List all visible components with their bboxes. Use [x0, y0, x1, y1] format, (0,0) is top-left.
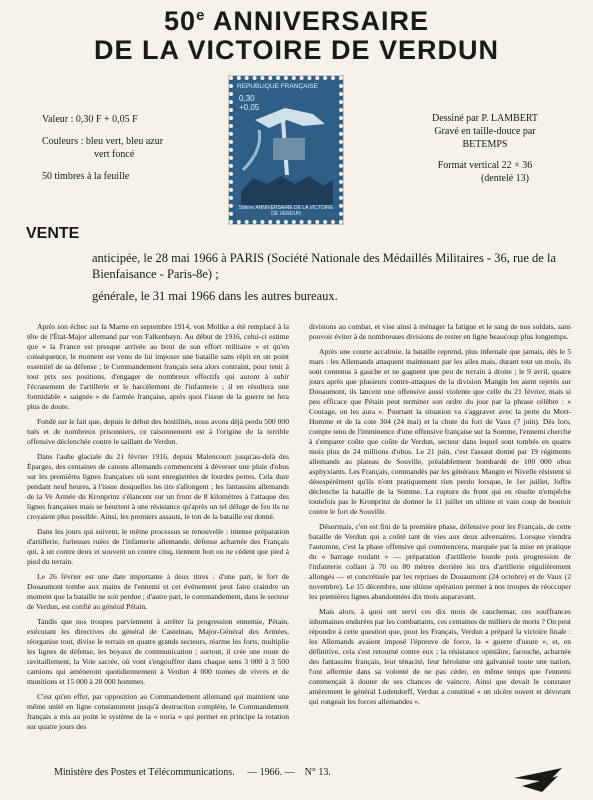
sale-heading: VENTE [26, 225, 80, 242]
stamp-illustration [233, 80, 339, 220]
paragraph: Le 26 février est une date importante à deux titres : d'une part, le fort de Douaumont tombe aux mains de l'ennemi et cet événement peut faire craindre un moment que la bataille ne soit perdue ; d'autre part, le commandement, dans le secteur de Verdun, est confié au général Pétain. [27, 572, 289, 611]
designer-text: Dessiné par P. LAMBERT [431, 113, 539, 124]
stamp-image [229, 76, 343, 224]
sale-early: anticipée, le 28 mai 1966 à PARIS (Société Nationale des Médaillés Militaires - 36, rue de la Bienfaisance - Paris-8e) ; [92, 251, 557, 281]
paragraph: divisions au combat, et vise ainsi à ménager la fatigue et le sang de nos soldats, sans pouvoir éviter à de nombreuses divisions de rester en ligne beaucoup plus longtemps. [309, 322, 571, 341]
paragraph: Mais alors, à quoi ont servi ces dix mois de cauchemar, ces souffrances inhumaines endurées par les combattants, ces centaines de milliers de morts ? On peut répondre à cette question que, pour les Français, Verdun a préparé la victoire finale : les Allemands avaient imposé l'épreuve de force, la « guerre d'usure », et, en définitive, cela s'est retourné contre eux ; la résistance opiniâtre, farouche, acharnée des fantassins français, leur ténacité, leur héroïsme ont galvanisé toute une nation, l'ont affermie dans sa volonté de ne pas céder, en même temps que l'ennemi commençait à douter de ses chances de vaincre. Ainsi que devait le constater amèrement le général Ludendorff, Verdun a constitué « un ulcère ouvert et dévorant qui rongeait les forces allemandes ». [309, 607, 571, 706]
paragraph: Après une courte accalmie, la bataille reprend, plus infernale que jamais, dès le 5 mars : les Allemands attaquent maintenant par les ailes mais, durant tout un mois, ils sont contenus à gauche et ne gagnent que peu de terrain à droite ; le 9 avril, quatre jours après que plusieurs contre-attaques de la division Mangin les aient rejetés sur Douaumont, ils lancent une offensive aussi violente que celle du 21 février, mais si peu efficace que Pétain peut terminer son ordre du jour par la phrase célèbre : « Courage, on les aura ». Pourtant la situation va s'aggraver avec la perte du Mort-Homme et de la cote 304 (24 mai) et la chute du fort de Vaux (7 juin). Dès lors, compte tenu de l'imminence d'une offensive française sur la Somme, l'ennemi cherche à s'emparer coûte que coûte de Verdun, secteur dans lequel sont tombés en quatre mois plus de 24 millions d'obus. Le 21 juin, c'est l'assaut donné par 19 régiments allemands au plateau de Souville, préalablement bombardé de 100 000 obus asphyxiants. Les Français, commandés par les généraux Mangin et Nivelle résistent si désespérément qu'ils n'ont pratiquement rien perdu lorsque, le 1er juillet, Joffre déclenche la bataille de la Somme. La rupture du front qui en résulte n'empêche toutefois pas le Kronprinz de donner le 11 juillet un ultime et vain coup de boutoir contre le fort de Souville. [309, 347, 571, 516]
paragraph: Tandis que nos troupes parviennent à arrêter la progression ennemie, Pétain, exécutant les directives du général de Castelnau, Major-Général des Armées, réorganise tout, divise le terrain en quatre grands secteurs, réarme les forts, multiplie les lignes de défense, les boyaux de communication ; surtout, il crée une route de ravitaillement, la Voie sacrée, où vont s'engouffrer dans chaque sens 3 000 à 3 500 camions qui amèneront quotidiennement à Verdun 4 000 tonnes de vivres et de munitions et 15 000 à 20 000 hommes. [27, 617, 289, 686]
title-line-2: DE LA VICTOIRE DE VERDUN [93, 35, 500, 65]
number-text: N° 13. [304, 767, 331, 778]
stamp-specs-right [415, 112, 555, 185]
stamp-value: 0,30 +0,05 [239, 94, 260, 112]
ministry-text: Ministère des Postes et Télécommunications. [54, 767, 235, 778]
format-text: Format vertical 22 × 36 [437, 160, 533, 171]
perforation-text: (dentelé 13) [480, 173, 530, 184]
paragraph: C'est qu'en effet, par opposition au Commandement allemand qui maintient une même unité en ligne constamment jusqu'à destruction complète, le Commandement français a mis au point le système de la « noria » qui permet en principe la rotation sur quatre jours des [27, 692, 289, 731]
value-text: Valeur : 0,30 F + 0,05 F [42, 114, 138, 125]
history-column-left [27, 322, 289, 737]
year-text: — 1966. — [247, 767, 295, 778]
title-line-1: 50e ANNIVERSAIRE [164, 6, 429, 36]
paragraph: Dans l'aube glaciale du 21 février 1916, depuis Malencourt jusqu'au-delà des Éparges, des centaines de canons allemands commencent à déverser une pluie d'obus sur les premières lignes françaises où sont enregistrées de lourdes pertes. Cela dure pendant neuf heures, à l'issue desquelles les tirs s'allongent ; les fantassins allemands de la Ve Armée du Kronprinz s'élancent sur un front de 8 kilomètres à l'attaque des lignes françaises mais se heurtent à une résistance qu'après un tel déluge de feu ils ne croyaient plus possible. Ainsi, les premiers assauts, le ton de la bataille est donné. [27, 452, 289, 521]
postal-logo-icon [512, 762, 568, 796]
sale-general: générale, le 31 mai 1966 dans les autres bureaux. [92, 289, 338, 303]
engraver-text: Gravé en taille-douce par BETEMPS [434, 126, 536, 150]
footer [54, 767, 331, 778]
sale-details [92, 250, 562, 310]
history-column-right [309, 322, 571, 712]
stamp-country: REPUBLIQUE FRANÇAISE [237, 83, 318, 90]
sheet-count-text: 50 timbres à la feuille [42, 171, 130, 182]
stamp-caption: 50ème ANNIVERSAIRE DE LA VICTOIRE DE VERDUN [238, 205, 334, 217]
colors-text: Couleurs : bleu vert, bleu azur vert foncé [42, 136, 164, 160]
paragraph: Désormais, c'en est fini de la première phase, défensive pour les Français, de cette bataille de Verdun qui a coûté tant de vies aux deux adversaires. Lorsque viendra l'automne, c'est la phase offensive qui commencera, marquée par la mise en pratique du « barrage roulant » — préparation d'artillerie lourde puis progression de l'infanterie collant à 70 ou 80 mètres derrière les tirs d'artillerie régulièrement allongés — et concrétisée par les reprises de Douaumont (24 octobre) et de Vaux (2 novembre). Le 15 décembre, une ultime opération permet à nos troupes de réoccuper les premières lignes abandonnées dix mois auparavant. [309, 522, 571, 601]
paragraph: Dans les jours qui suivent, le même processus se renouvelle : intense préparation d'artillerie, furieuses ruées de l'infanterie allemande, défense acharnée des Français qui, à un contre deux et souvent un contre cinq, tiennent bon ou ne cèdent que pied à pied du terrain. [27, 527, 289, 566]
paragraph: Fondé sur le fait que, depuis le début des hostilités, nous avons déjà perdu 500 000 tués et de nombreux prisonniers, ce raisonnement est à l'origine de la terrible offensive déclenchée contre le saillant de Verdun. [27, 417, 289, 446]
stamp-specs-left [42, 113, 202, 192]
paragraph: Après son échec sur la Marne en septembre 1914, von Moltke a été remplacé à la tête de l'État-Major allemand par von Falkenhayn. Au début de 1916, celui-ci estime que « la France est presque arrivée au bout de son effort militaire » et qu'en conséquence, le moment est venu de lui imposer une bataille sans répit en un point essentiel de sa défense ; le Commandement français sera alors contraint, pour tenir à tout prix ses positions, d'engager de nombreux effectifs qui auront à subir l'écrasement de l'artillerie et le harcèlement de l'infanterie ; il en résultera une formidable « saignée » de l'armée française, après quoi l'issue de la guerre ne fera plus de doute. [27, 322, 289, 411]
